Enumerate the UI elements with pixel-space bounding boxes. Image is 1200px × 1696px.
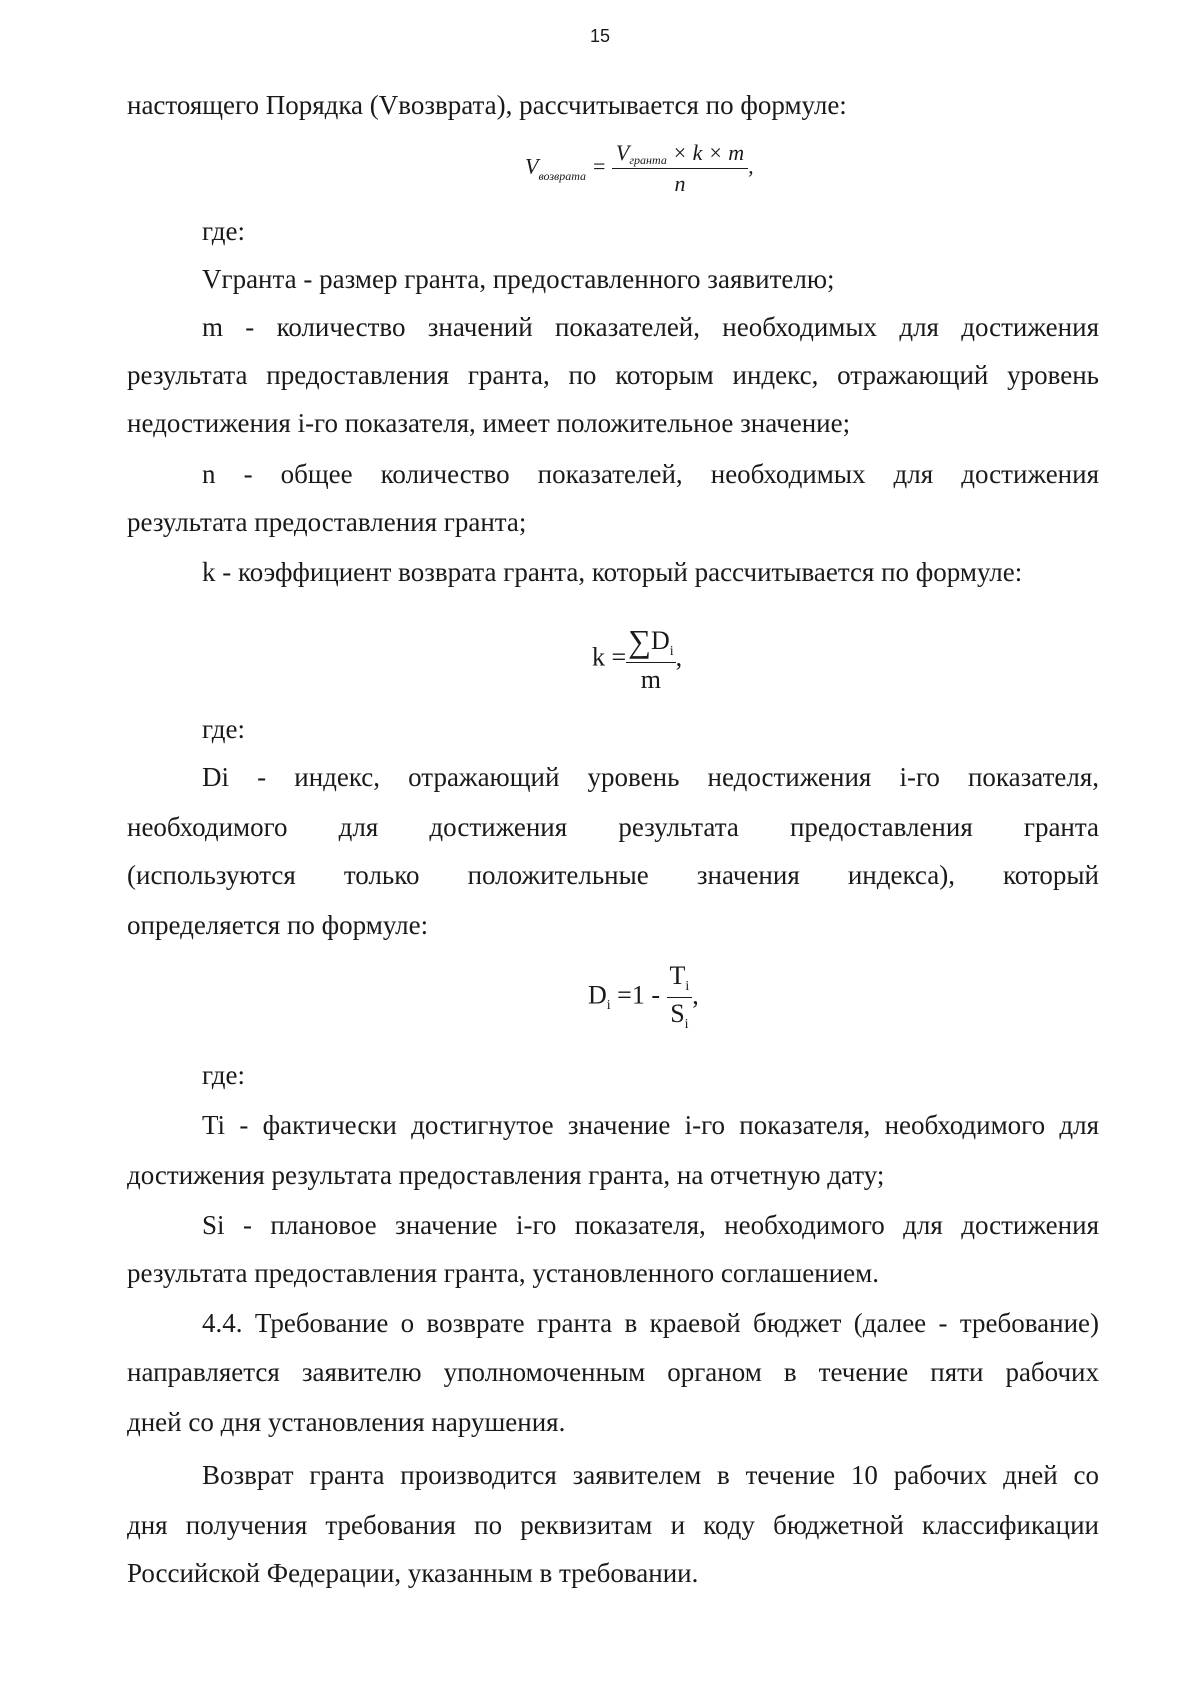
formula-fraction bbox=[626, 622, 675, 697]
formula-trail: , bbox=[748, 153, 754, 179]
paragraph-line: где: bbox=[202, 1060, 245, 1090]
formula-symbol: D bbox=[588, 980, 607, 1010]
sum-sign: ∑ bbox=[628, 623, 651, 659]
formula-denominator bbox=[667, 998, 693, 1035]
formula-v-return bbox=[525, 140, 754, 197]
paragraph-line: недостижения i-го показателя, имеет положительное значение; bbox=[127, 408, 851, 438]
formula-subscript: гранта bbox=[629, 153, 667, 167]
page-number: 15 bbox=[589, 26, 611, 46]
formula-numerator bbox=[626, 622, 675, 663]
formula-numerator bbox=[667, 960, 693, 998]
formula-symbol: V bbox=[525, 153, 539, 179]
formula-numerator bbox=[612, 140, 748, 169]
paragraph-line: результата предоставления гранта, по которым индекс, отражающий уровень bbox=[127, 360, 1099, 390]
paragraph-line: Vгранта - размер гранта, предоставленного заявителю; bbox=[202, 264, 835, 294]
formula-subscript: i bbox=[685, 979, 690, 994]
paragraph-line: достижения результата предоставления гранта, на отчетную дату; bbox=[127, 1160, 885, 1190]
formula-symbol: T bbox=[669, 961, 686, 990]
paragraph-line: Ti - фактически достигнутое значение i-го показателя, необходимого для bbox=[202, 1110, 1099, 1140]
paragraph-line: 4.4. Требование о возврате гранта в краевой бюджет (далее - требование) bbox=[202, 1308, 1099, 1338]
formula-text: × k × m bbox=[672, 140, 745, 165]
formula-symbol: V bbox=[615, 140, 630, 165]
formula-mid: =1 - bbox=[617, 980, 660, 1010]
formula-subscript: i bbox=[606, 998, 611, 1014]
formula-symbol: D bbox=[650, 626, 670, 655]
paragraph-line: результата предоставления гранта, установленного соглашением. bbox=[127, 1258, 879, 1288]
formula-symbol: S bbox=[670, 999, 685, 1028]
formula-denominator: n bbox=[674, 171, 686, 196]
paragraph-line: где: bbox=[202, 714, 245, 744]
formula-equals: = bbox=[591, 153, 607, 179]
paragraph-line: направляется заявителю уполномоченным органом в течение пяти рабочих bbox=[127, 1357, 1099, 1387]
paragraph-line: необходимого для достижения результата предоставления гранта bbox=[127, 812, 1099, 842]
paragraph-line: определяется по формуле: bbox=[127, 910, 429, 940]
paragraph-line: k - коэффициент возврата гранта, который рассчитывается по формуле: bbox=[202, 557, 1023, 587]
paragraph-line: n - общее количество показателей, необходимых для достижения bbox=[202, 459, 1099, 489]
formula-trail: , bbox=[675, 642, 683, 672]
formula-lhs: k = bbox=[592, 642, 627, 672]
formula-subscript: i bbox=[669, 644, 674, 659]
paragraph-line: Si - плановое значение i-го показателя, необходимого для достижения bbox=[202, 1210, 1099, 1240]
paragraph-line: настоящего Порядка (Vвозврата), рассчитывается по формуле: bbox=[127, 90, 847, 120]
paragraph-line: где: bbox=[202, 216, 245, 246]
paragraph-line: Возврат гранта производится заявителем в течение 10 рабочих дней со bbox=[202, 1460, 1099, 1490]
formula-fraction bbox=[667, 960, 693, 1035]
formula-d-index bbox=[588, 960, 699, 1035]
formula-fraction bbox=[612, 140, 748, 197]
formula-k-coefficient bbox=[592, 622, 682, 697]
formula-trail: , bbox=[692, 980, 699, 1010]
paragraph-line: m - количество значений показателей, необходимых для достижения bbox=[202, 312, 1099, 342]
paragraph-line: Российской Федерации, указанным в требовании. bbox=[127, 1558, 699, 1588]
paragraph-line: дней со дня установления нарушения. bbox=[127, 1407, 566, 1437]
formula-subscript: возврата bbox=[538, 168, 587, 183]
paragraph-line: Di - индекс, отражающий уровень недостижения i-го показателя, bbox=[202, 762, 1099, 792]
formula-denominator: m bbox=[640, 665, 662, 694]
paragraph-line: (используются только положительные значения индекса), который bbox=[127, 860, 1099, 890]
formula-subscript: i bbox=[684, 1017, 689, 1032]
paragraph-line: дня получения требования по реквизитам и коду бюджетной классификации bbox=[127, 1510, 1099, 1540]
paragraph-line: результата предоставления гранта; bbox=[127, 507, 527, 537]
